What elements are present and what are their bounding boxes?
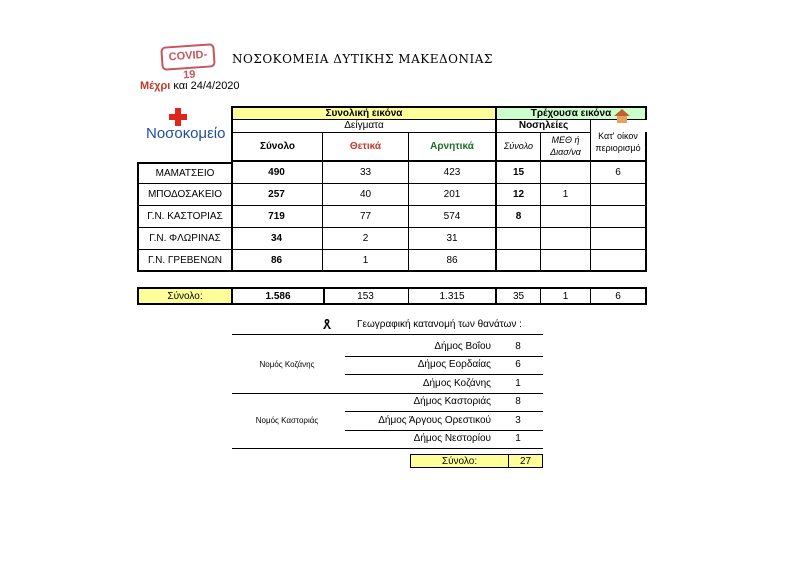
row-hospital-name: Γ.Ν. ΚΑΣΤΟΡΙΑΣ	[137, 206, 233, 228]
row-positive: 1	[323, 250, 409, 272]
header-admissions: Νοσηλείες	[495, 119, 591, 133]
document-title: ΝΟΣΟΚΟΜΕΙΑ ΔΥΤΙΚΗΣ ΜΑΚΕΔΟΝΙΑΣ	[232, 52, 493, 66]
row-positive: 33	[323, 162, 409, 184]
death-municipality: Δήμος Καστοριάς	[413, 396, 491, 408]
row-hospital-name: ΜΠΟΔΟΣΑΚΕΙΟ	[137, 184, 233, 206]
death-count: 8	[515, 340, 521, 352]
header-icu-line1: ΜΕΘ ή	[551, 135, 580, 145]
row-home	[591, 184, 647, 206]
header-total: Σύνολο	[233, 132, 323, 160]
row-icu	[541, 250, 591, 272]
date-line	[140, 80, 240, 92]
row-home	[591, 206, 647, 228]
until-label: Μέχρι	[140, 80, 171, 92]
header-overall: Συνολική εικόνα	[231, 106, 497, 120]
row-admissions	[495, 228, 541, 250]
red-cross-icon	[169, 108, 187, 126]
death-municipality: Δήμος Νεστορίου	[413, 433, 491, 445]
row-negative: 86	[409, 250, 497, 272]
row-negative: 423	[409, 162, 497, 184]
header-current: Τρέχουσα εικόνα	[495, 106, 647, 120]
totals-admissions: 35	[495, 287, 541, 305]
death-municipality: Δήμος Εορδαίας	[417, 359, 491, 371]
header-adm-total: Σύνολο	[497, 132, 541, 160]
death-count: 6	[515, 359, 521, 371]
totals-home: 6	[591, 287, 647, 305]
until-date: και 24/4/2020	[170, 80, 240, 92]
header-icu-line2: Διασ/να	[550, 147, 581, 157]
death-count: 8	[515, 396, 521, 408]
row-icu	[541, 206, 591, 228]
totals-label: Σύνολο:	[137, 287, 231, 305]
row-admissions: 12	[495, 184, 541, 206]
row-positive: 2	[323, 228, 409, 250]
row-hospital-name: Γ.Ν. ΦΛΩΡΙΝΑΣ	[137, 228, 233, 250]
death-count: 1	[515, 433, 521, 445]
death-municipality: Δήμος Κοζάνης	[422, 377, 491, 389]
death-count: 3	[515, 414, 521, 426]
row-icu	[541, 228, 591, 250]
row-icu: 1	[541, 184, 591, 206]
totals-icu: 1	[541, 287, 591, 305]
row-hospital-name: Γ.Ν. ΓΡΕΒΕΝΩΝ	[137, 250, 233, 272]
row-negative: 574	[409, 206, 497, 228]
row-admissions: 8	[495, 206, 541, 228]
death-count: 1	[515, 377, 521, 389]
row-negative: 31	[409, 228, 497, 250]
row-home: 6	[591, 162, 647, 184]
mourning-ribbon-icon	[322, 318, 332, 330]
region-name: Νομός Κοζάνης	[259, 360, 315, 370]
header-positive: Θετικά	[323, 132, 409, 160]
row-positive: 40	[323, 184, 409, 206]
header-negative: Αρνητικά	[430, 140, 474, 152]
row-hospital-name: ΜΑΜΑΤΣΕΙΟ	[137, 162, 233, 184]
row-total: 257	[231, 184, 323, 206]
row-positive: 77	[323, 206, 409, 228]
row-icu	[541, 162, 591, 184]
row-admissions: 15	[495, 162, 541, 184]
row-total: 86	[231, 250, 323, 272]
covid-stamp: COVID-19	[160, 43, 216, 71]
death-municipality: Δήμος Άργους Ορεστικού	[378, 414, 491, 426]
totals-negative: 1.315	[409, 287, 497, 305]
header-home-line1: Κατ' οίκον	[598, 130, 638, 141]
deaths-title: Γεωγραφική κατανομή των θανάτων :	[357, 319, 522, 330]
header-icu	[541, 132, 591, 160]
row-total: 34	[231, 228, 323, 250]
deaths-total-label: Σύνολο:	[410, 454, 509, 468]
row-admissions	[495, 250, 541, 272]
hospital-logo-text: Νοσοκομείο	[146, 125, 226, 142]
header-samples: Δείγματα	[231, 119, 497, 133]
row-total: 490	[231, 162, 323, 184]
row-negative: 201	[409, 184, 497, 206]
totals-total: 1.586	[231, 287, 325, 305]
row-home	[591, 228, 647, 250]
header-home	[591, 119, 645, 160]
row-home	[591, 250, 647, 272]
deaths-total-value: 27	[508, 454, 543, 468]
header-home-line2: περιορισμό	[595, 142, 641, 153]
row-total: 719	[231, 206, 323, 228]
totals-positive: 153	[323, 287, 409, 305]
region-name: Νομός Καστοριάς	[255, 415, 319, 425]
death-municipality: Δήμος Βοΐου	[434, 340, 491, 352]
